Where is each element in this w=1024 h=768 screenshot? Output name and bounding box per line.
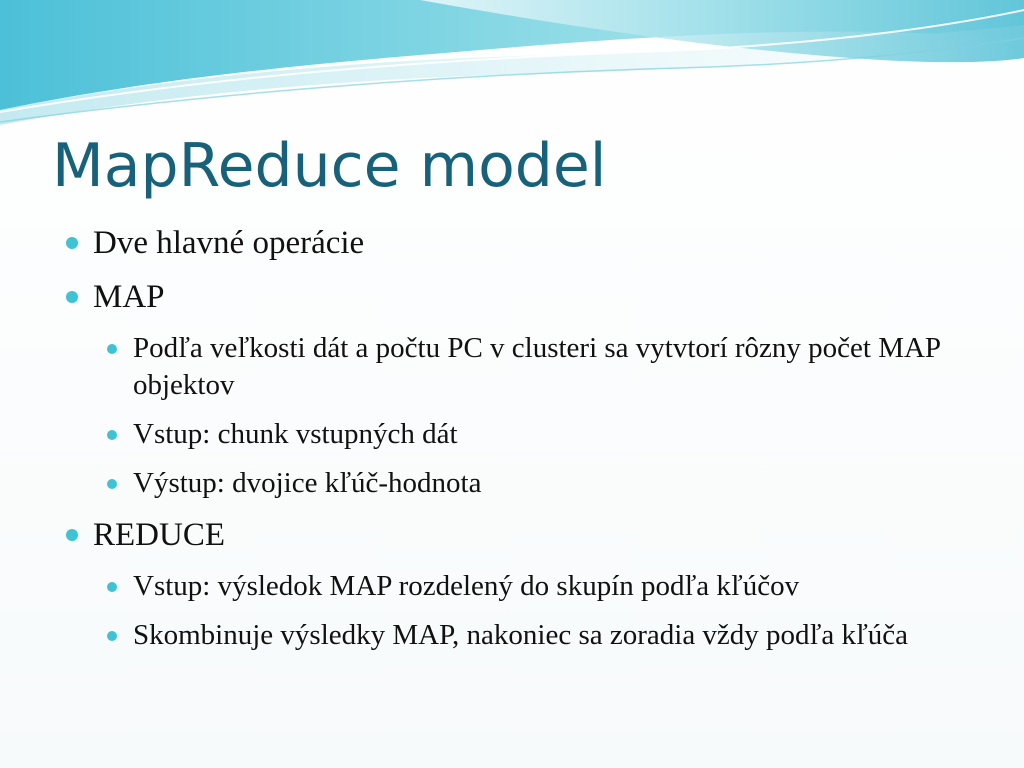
slide-title: MapReduce model <box>52 131 607 201</box>
bullet-map: MAP <box>66 276 966 318</box>
bullet-main-operations: Dve hlavné operácie <box>66 222 966 264</box>
bullet-map-input: Vstup: chunk vstupných dát <box>107 416 966 453</box>
decorative-wave-header <box>0 0 1024 130</box>
bullet-reduce-combine: Skombinuje výsledky MAP, nakoniec sa zoradia vždy podľa kľúča <box>107 617 966 654</box>
bullet-reduce: REDUCE <box>66 514 966 556</box>
bullet-map-objects-count: Podľa veľkosti dát a počtu PC v clusteri sa vytvtorí rôzny počet MAP objektov <box>107 330 966 404</box>
bullet-list <box>66 222 966 666</box>
bullet-map-output: Výstup: dvojice kľúč-hodnota <box>107 465 966 502</box>
bullet-reduce-input: Vstup: výsledok MAP rozdelený do skupín podľa kľúčov <box>107 568 966 605</box>
